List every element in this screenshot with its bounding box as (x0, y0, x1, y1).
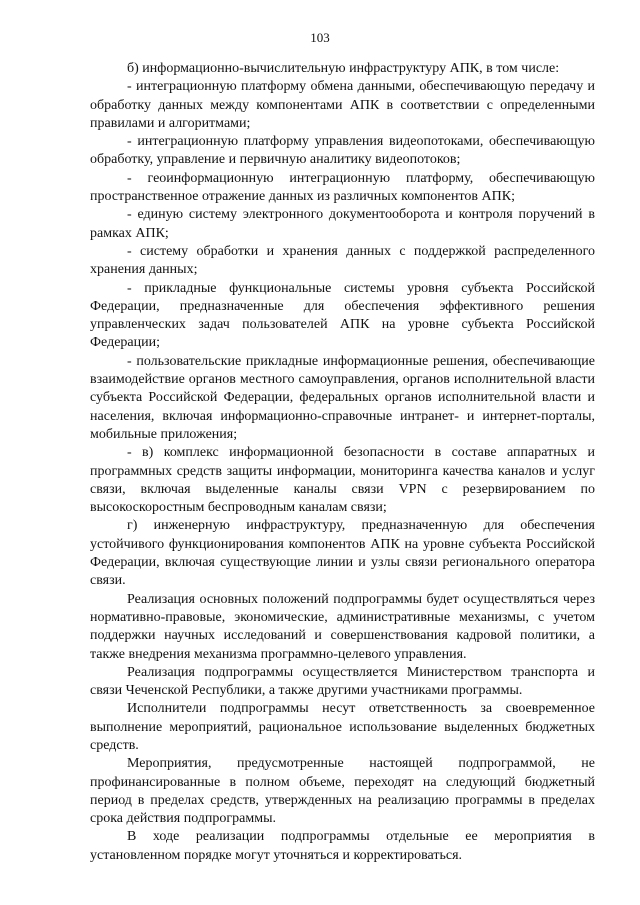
paragraph-responsible-ministry: Реализация подпрограммы осуществляется Министерством транспорта и связи Чеченской Республики, а также другими участниками программы. (90, 664, 595, 699)
document-body (90, 60, 595, 865)
paragraph-infrastructure-intro: б) информационно-вычислительную инфраструктуру АПК, в том числе: (127, 61, 560, 76)
paragraph-functional-systems: - прикладные функциональные системы уровня субъекта Российской Федерации, предназначенные для обеспечения эффективного решения управленческих задач пользователей АПК на уровне субъекта Российской Федерации; (90, 280, 595, 351)
paragraph-engineering-infrastructure: г) инженерную инфраструктуру, предназначенную для обеспечения устойчивого функционирования компонентов АПК на уровне субъекта Российской Федерации, включая существующие линии и узлы связи регионального оператора связи. (90, 518, 595, 589)
paragraph-executors-responsibility: Исполнители подпрограммы несут ответственность за своевременное выполнение мероприятий, рациональное использование выделенных бюджетных средств. (90, 701, 595, 753)
paragraph-adjustments: В ходе реализации подпрограммы отдельные ее мероприятия в установленном порядке могут уточняться и корректироваться. (90, 829, 595, 863)
paragraph-unfunded-activities: Мероприятия, предусмотренные настоящей подпрограммой, не профинансированные в полном объеме, переходят на следующий бюджетный период в пределах средств, утвержденных на реализацию программы в пределах срока действия подпрограммы. (90, 756, 595, 827)
paragraph-video-platform: - интеграционную платформу управления видеопотоками, обеспечивающую обработку, управление и первичную аналитику видеопотоков; (90, 134, 595, 168)
paragraph-data-exchange-platform: - интеграционную платформу обмена данными, обеспечивающую передачу и обработку данных между компонентами АПК в соответствии с определенными правилами и алгоритмами; (90, 79, 595, 131)
paragraph-document-flow-system: - единую систему электронного документооборота и контроля поручений в рамках АПК; (90, 207, 595, 241)
paragraph-data-storage-system: - систему обработки и хранения данных с поддержкой распределенного хранения данных; (90, 243, 595, 278)
paragraph-implementation-mechanisms: Реализация основных положений подпрограммы будет осуществляться через нормативно-правовые, экономические, административные механизмы, с учетом поддержки научных исследований и совершенствования кадровой политики, а также внедрения механизма программно-целевого управления. (90, 591, 595, 662)
paragraph-geoinformation-platform: - геоинформационную интеграционную платформу, обеспечивающую пространственное отражение данных из различных компонентов АПК; (90, 170, 595, 205)
page-number: 103 (310, 30, 330, 45)
paragraph-security-complex: - в) комплекс информационной безопасности в составе аппаратных и программных средств защиты информации, мониторинга качества каналов и услуг связи, включая выделенные каналы связи VPN с резервированием по высокоскоростным беспроводным каналам связи; (90, 445, 595, 516)
paragraph-user-solutions: - пользовательские прикладные информационные решения, обеспечивающие взаимодействие органов местного самоуправления, органов исполнительной власти субъекта Российской Федерации, федеральных органов исполнительной власти и населения, включая информационно-справочные интранет- и интернет-порталы, мобильные приложения; (90, 353, 595, 442)
